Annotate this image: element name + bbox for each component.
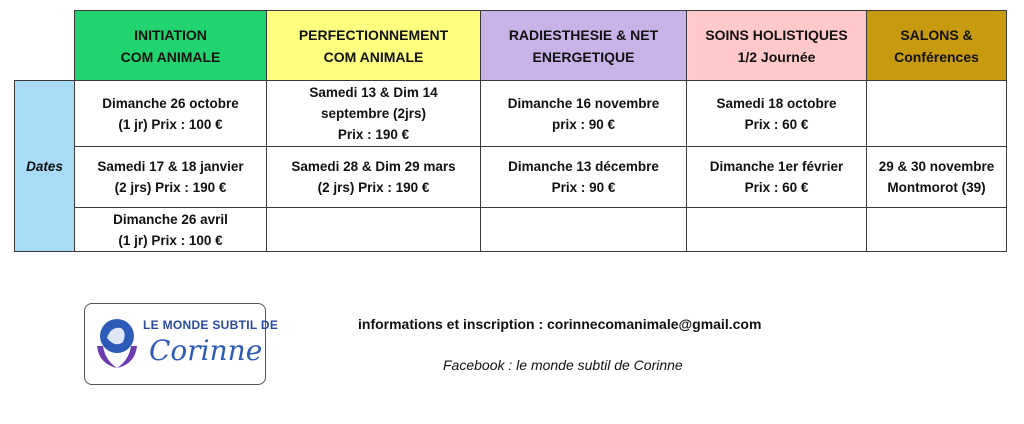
table-row [15, 81, 1007, 147]
cell-text: (1 jr) Prix : 100 € [118, 232, 223, 248]
cell-text: Samedi 17 & 18 janvier [97, 159, 244, 174]
table-cell [267, 208, 481, 252]
table-cell [867, 208, 1007, 252]
cell-text: (1 jr) Prix : 100 € [118, 116, 223, 132]
cell-text: Dimanche 1er février [709, 159, 844, 174]
cell-text: Prix : 60 € [744, 116, 809, 132]
table-cell [687, 147, 867, 208]
logo [84, 303, 279, 385]
cell-text: 29 & 30 novembre [878, 159, 995, 174]
cell-text: Samedi 13 & Dim 14 [309, 85, 438, 100]
table-cell [481, 208, 687, 252]
dates-label: Dates [15, 81, 75, 252]
header-radiesthesie: RADIESTHESIE & NET ENERGETIQUE [481, 11, 687, 81]
cell-text: Samedi 28 & Dim 29 mars [291, 159, 456, 174]
corner-cell [15, 11, 75, 81]
cell-text: Dimanche 13 décembre [508, 159, 659, 174]
table-cell [75, 208, 267, 252]
cell-text: (2 jrs) Prix : 190 € [114, 180, 227, 195]
cell-text: Dimanche 26 avril [113, 211, 228, 227]
table-cell [75, 147, 267, 208]
cell-text: Prix : 90 € [551, 180, 616, 195]
table-cell [687, 81, 867, 147]
cell-text: Dimanche 16 novembre [507, 95, 660, 111]
cell-text: septembre (2jrs) [320, 106, 427, 121]
table-cell [687, 208, 867, 252]
header-perfectionnement: PERFECTIONNEMENT COM ANIMALE [267, 11, 481, 81]
cell-text: Montmorot (39) [887, 180, 986, 195]
logo-subtitle: LE MONDE SUBTIL DE [143, 318, 279, 332]
header-initiation: INITIATION COM ANIMALE [75, 11, 267, 81]
header-row [15, 11, 1007, 81]
header-soins-holistiques: SOINS HOLISTIQUES 1/2 Journée [687, 11, 867, 81]
table-cell [267, 147, 481, 208]
cell-text: (2 jrs) Prix : 190 € [317, 180, 430, 195]
cell-text: Dimanche 26 octobre [102, 95, 239, 111]
cell-text: prix : 90 € [551, 116, 616, 132]
cell-text: Prix : 60 € [744, 180, 809, 195]
hands-heart-icon [93, 312, 139, 374]
table-row [15, 208, 1007, 252]
table-cell [267, 81, 481, 147]
contact-info: informations et inscription : corinnecomanimale@gmail.com [358, 316, 762, 332]
table-cell [867, 147, 1007, 208]
schedule-table [14, 10, 1007, 252]
schedule-body [15, 81, 1007, 252]
table-cell [481, 147, 687, 208]
table-cell [75, 81, 267, 147]
facebook-info: Facebook : le monde subtil de Corinne [443, 357, 683, 373]
cell-text: Samedi 18 octobre [716, 95, 837, 111]
cell-text: Prix : 190 € [337, 127, 410, 142]
logo-name: Corinne [149, 334, 263, 367]
table-cell [481, 81, 687, 147]
table-row [15, 147, 1007, 208]
header-salons: SALONS & Conférences [867, 11, 1007, 81]
table-cell [867, 81, 1007, 147]
